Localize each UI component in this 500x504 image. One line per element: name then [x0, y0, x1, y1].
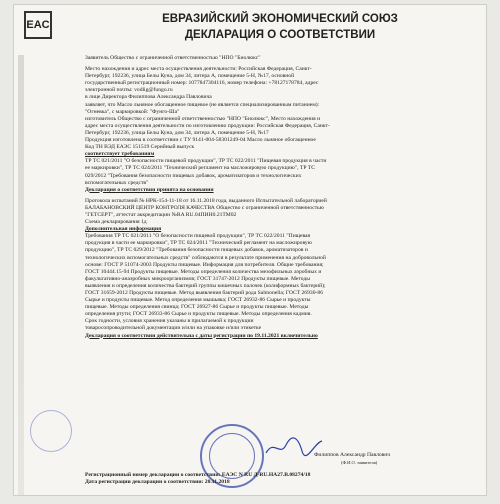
text-line: Петербург, 192236, улица Белы Куна, дом 34, литера А, помещение 5-Н, №17, основной — [85, 73, 295, 80]
text-line: продукцию", ТР ТС 029/2012 "Требования безопасности пищевых добавок, ароматизаторов и — [85, 247, 308, 254]
text-line: заявляет, что Масло льняное обогащенное пищевое (не является специализированным питанием): — [85, 101, 320, 108]
text-line: Протокола испытаний № НРК-154-11-18 от 16.11.2018 года, выданного Испытательной лабораторией — [85, 197, 327, 204]
page-edge — [18, 55, 76, 495]
sidebar-stamp — [30, 410, 72, 452]
representative-line: в лице Директора Филиппова Александра Павловича — [85, 94, 212, 101]
applicant-line: Заявитель Общество с ограниченной ответственностью "НПО "Биолюкс" — [85, 55, 261, 61]
text-line: Сырье и продукты пищевые. Метод определения мышьяка; ГОСТ 26932-86 Сырье и продукты — [85, 297, 311, 304]
text-line: продукция в части ее маркировки", ТР ТС 024/2011 "Технический регламент на масложировую — [85, 240, 312, 247]
text-line: Код ТН ВЭД ЕАЭС 151519 Серийный выпуск — [85, 144, 195, 151]
eac-logo: EAC — [24, 11, 52, 39]
text-line: основе: ГОСТ Р 51074-2003 Продукты пищевые. Информация для потребителя. Общие требования; — [85, 261, 324, 268]
registration-date: Дата регистрации декларации о соответствии: 20.11.2018 — [85, 479, 230, 486]
text-line: 029/2012 "Требования безопасности пищевых добавок, ароматизаторов и технологических — [85, 172, 302, 179]
text-line: выявления и определения количества бактерий группы кишечных палочек (колиформных бактерий); — [85, 282, 326, 289]
text-line: Петербург, 192236, улица Белы Куна, дом 34, литера А, помещение 5-Н, №17 — [85, 129, 269, 136]
text-line: "ГЕТСЕРТ", аттестат аккредитации №RA RU.04ПИН0.21ТМ02 — [85, 211, 237, 218]
text-line: ТР ТС 021/2011 "О безопасности пищевой продукции", ТР ТС 022/2011 "Пищевая продукция в части — [85, 158, 327, 165]
text-line: Требования ТР ТС 021/2011 "О безопасности пищевой продукции", ТР ТС 022/2011 "Пищевая — [85, 233, 311, 240]
validity-line: Декларация о соответствии действительна с даты регистрации по 19.11.2021 включительно — [85, 332, 318, 339]
edge-shade — [18, 55, 24, 495]
text-line: пищевые. Методы определения свинца; ГОСТ 26927-86 Сырье и продукты пищевые. Методы — [85, 304, 309, 311]
text-line: "Огневка", с маркировкой: "Фунго-Ша" — [85, 108, 180, 115]
text-line: технологических вспомогательных средств" соблюдаются в результате применения на добровольной — [85, 254, 326, 261]
text-line: Место нахождения и адрес места осуществления деятельности: Российская Федерация, Санкт- — [85, 66, 312, 73]
registration-footer — [85, 472, 472, 487]
text-line: ГОСТ 10444.15-94 Продукты пищевые. Методы определения количества мезофильных аэробных и — [85, 268, 322, 275]
text-line: ее маркировки", ТР ТС 024/2011 "Технический регламент на масложировую продукцию", ТР ТС — [85, 165, 315, 172]
text-line: адрес места осуществления деятельности по изготовлению продукции: Российская Федерация, Санкт- — [85, 122, 330, 129]
text-line: Схема декларирования 1д — [85, 219, 147, 226]
text-line: изготовитель Общество с ограниченной ответственностью "НПО "Биолюкс", Место нахождения и — [85, 115, 321, 122]
document-subtitle: ДЕКЛАРАЦИЯ О СООТВЕТСТВИИ — [184, 29, 376, 41]
text-line: ГОСТ 31659-2012 Продукты пищевые. Метод выявления бактерий рода Salmonella; ГОСТ 26930-86 — [85, 290, 323, 296]
text-line: Срок годности, условия хранения указаны в прилагаемой к продукции — [85, 318, 254, 325]
declaration-page — [13, 4, 487, 496]
text-line: вспомогательных средств" — [85, 179, 149, 186]
text-line: определения ртути; ГОСТ 26933-86 Сырье и продукты пищевые. Методы определения кадмия. — [85, 311, 312, 318]
section-heading: соответствует требованиям — [85, 151, 155, 158]
section-heading: Декларация о соответствии принята на основании — [85, 186, 214, 193]
text-line: государственный регистрационный номер: 1077847304116, номер телефона: +78127178784, адрес — [85, 80, 319, 87]
document-title: ЕВРАЗИЙСКИЙ ЭКОНОМИЧЕСКИЙ СОЮЗ — [162, 13, 398, 25]
declaration-body — [85, 55, 472, 340]
section-heading: Дополнительная информация — [85, 226, 162, 233]
registration-number: Регистрационный номер декларации о соответствии: ЕАЭС N RU Д-RU.НА27.В.08274/18 — [85, 472, 311, 478]
text-line: товаросопроводительной документации и/или на упаковке и/или этикетке — [85, 325, 262, 332]
signatory-name: Филиппов Александр Павлович — [314, 452, 391, 458]
text-line: электронной почты: vodlig@fungo.ru — [85, 87, 173, 94]
text-line: Продукция изготовлена в соответствии с ТУ 9141-004-58301249-04 Масло льняное обогащенное — [85, 137, 316, 144]
text-line: факультативно-анаэробных микроорганизмов; ГОСТ 31747-2012 Продукты пищевые. Методы — [85, 275, 311, 282]
signatory-caption: (Ф.И.О. заявителя) — [341, 460, 378, 465]
text-line: БАЛАБАНОВСКИЙ ЦЕНТР КОНТРОЛЯ КАЧЕСТВА Общество с ограниченной ответственностью — [85, 204, 324, 211]
